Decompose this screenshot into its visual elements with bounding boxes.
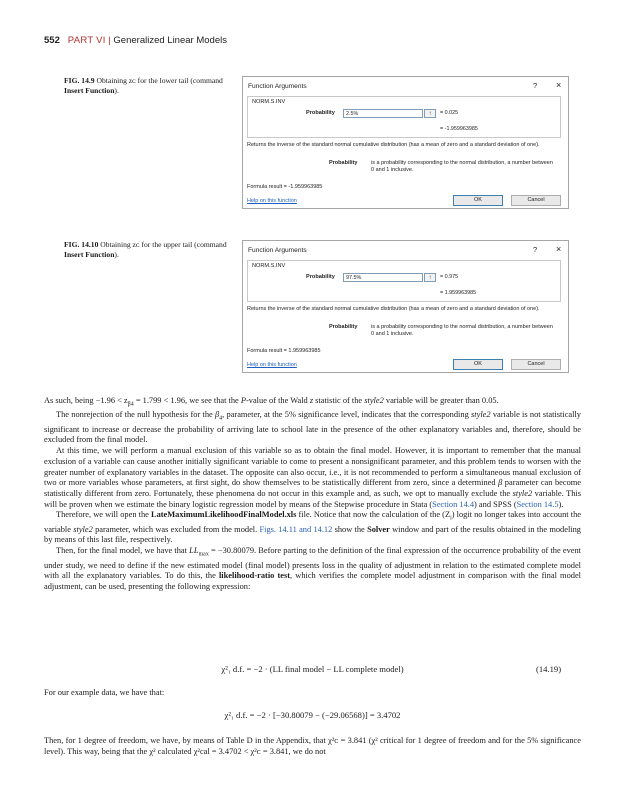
text-run: file. Notice that now the calculation of the (Z [296, 510, 451, 520]
text-run: variable. This will be proven when we estimate the binary logistic regression model by means of the Stepwise procedure in Stata ( [44, 488, 581, 509]
text-run: β [127, 401, 131, 408]
caption-text: Obtaining zᴄ for the upper tail (command [98, 240, 227, 249]
ok-button[interactable]: OK [453, 359, 503, 370]
caption-end: ). [114, 85, 119, 95]
result-evaluation: = -1.959963985 [440, 126, 478, 132]
text-run: style2 [364, 396, 384, 405]
caption-end: ). [114, 249, 119, 259]
caption-text: Obtaining zᴄ for the lower tail (command [94, 76, 223, 85]
cancel-button[interactable]: Cancel [511, 359, 561, 370]
help-icon[interactable]: ? [533, 81, 538, 90]
paragraph-2 [44, 410, 581, 446]
part-number: VI [96, 35, 106, 46]
text-run: 4 [130, 401, 134, 408]
text-run: The nonrejection of the null hypothesis for the [56, 410, 215, 420]
part-label: PART [67, 35, 94, 46]
figure-label: FIG. 14.9 [64, 76, 95, 85]
caption-command: Insert Function [64, 85, 115, 95]
running-head [44, 35, 227, 46]
text-run: β [214, 410, 220, 420]
paragraph-1 [44, 396, 581, 410]
text-run: , which verifies the complete model adjustment in comparison with the final model adjustment, can be used, presenting the following expression: [44, 571, 581, 591]
argument-evaluation: = 0.025 [440, 110, 459, 116]
text-run: ). [558, 499, 564, 509]
text-run: β [498, 478, 503, 488]
body-text [44, 396, 581, 593]
text-run: Therefore, we will open the [56, 510, 151, 520]
argument-description: is a probability corresponding to the normal distribution, a number between 0 and 1 inclusive. [371, 324, 553, 338]
paragraph-7: Then, for 1 degree of freedom, we have, by means of Table D in the Appendix, that χ²ᴄ = 3.841 (χ² critical for 1 degree of freedom and for the 5% significance level). This way, being that the χ² calculated χ²cal = 3.4702 < χ²ᴄ = 3.841, we do not [44, 736, 581, 756]
text-run: , parameter, at the 5% significance level, indicates that the corresponding [222, 410, 472, 420]
text-run: = −30.80079. Before parting to the definition of the final expression of the occurrence probability of the event under study, we need to define if the new estimated model (final model) presents loss in the quality of adjustment in relation to the estimated complete model with all the explanatory variables. To do this, the [44, 546, 582, 581]
text-run: i [450, 516, 452, 523]
function-description: Returns the inverse of the standard normal cumulative distribution (has a mean of zero and a standard deviation of one). [247, 142, 540, 148]
paragraph-5 [44, 546, 581, 592]
function-arguments-dialog-upper [242, 240, 569, 373]
text-run: 4 [219, 416, 223, 423]
text-run: P [240, 396, 246, 405]
ok-button[interactable]: OK [453, 195, 503, 206]
text-run: LL [189, 546, 199, 556]
paragraph-6: For our example data, we have that: [44, 688, 165, 697]
text-run: ) logit no longer takes into account the variable [44, 510, 581, 534]
paragraph-4 [44, 510, 581, 546]
text-run: = 1.799 < 1.96, we see that the [133, 396, 241, 405]
equation-number: (14.19) [536, 664, 562, 674]
section-link[interactable]: Section 14.4 [432, 499, 475, 509]
part-title: Generalized Linear Models [113, 35, 227, 46]
probability-label: Probability [306, 110, 335, 116]
text-run: parameter can become statistically different from zero. Fortunately, these phenomena do not occur in this example and, as such, we opt to manually exclude the [44, 478, 582, 498]
function-group-box [247, 260, 561, 302]
range-select-icon[interactable]: ↑ [424, 109, 436, 118]
result-evaluation: = 1.959963985 [440, 290, 477, 296]
dialog-title: Function Arguments [248, 83, 307, 90]
probability-input[interactable]: 2.5% [343, 109, 423, 118]
probability-label: Probability [306, 274, 335, 280]
text-run: max [198, 551, 209, 558]
text-run: variable will be greater than 0.05. [383, 396, 499, 405]
file-name: LateMaximumLikelihoodFinalModel.xls [150, 510, 297, 520]
page-number: 552 [44, 35, 60, 46]
argument-description-label: Probability [329, 160, 358, 166]
body-text-3 [44, 736, 581, 757]
function-name: NORM.S.INV [252, 263, 286, 269]
function-name: NORM.S.INV [252, 99, 286, 105]
function-description: Returns the inverse of the standard normal cumulative distribution (has a mean of zero and a standard deviation of one). [247, 306, 540, 312]
text-run: At this time, we will perform a manual exclusion of this variable so as to obtain the final model. However, it is important to remember that the manual exclusion of a variable can cause another initially significant variable to come to present a nonsignificant parameter, and this problem tends to worsen with the greater number of explanatory variables in the dataset. The opposite can also occur, i.e., it is not recommended to perform a simultaneous manual exclusion of two or more variables whose parameters, at first sight, do show themselves to be statistically different from zero, since a determined [44, 446, 581, 488]
text-run: window and part of the results obtained in the modeling by means of this last file, respectively. [44, 524, 581, 545]
argument-description: is a probability corresponding to the normal distribution, a number between 0 and 1 inclusive. [371, 160, 553, 174]
text-run: -value of the Wald [245, 396, 310, 405]
formula-result: Formula result = 1.959963985 [247, 348, 321, 354]
formula-result: Formula result = -1.959963985 [247, 184, 323, 190]
figure-label: FIG. 14.10 [64, 240, 99, 249]
text-run: style2 [512, 488, 533, 498]
text-run: parameter, which was excluded from the model. [92, 524, 260, 534]
function-group-box [247, 96, 561, 138]
function-arguments-dialog-lower [242, 76, 569, 209]
argument-evaluation: = 0.975 [440, 274, 459, 280]
body-text-2 [44, 688, 581, 699]
figure-link[interactable]: Figs. 14.11 and 14.12 [259, 524, 333, 534]
text-run: statistic of the [313, 396, 365, 405]
equation: χ²₁ d.f. = −2 · (LL final model − LL complete model) [221, 664, 404, 674]
cancel-button[interactable]: Cancel [511, 195, 561, 206]
text-run: style2 [471, 410, 491, 420]
text-run: variable is not statistically significant to increase or decrease the probability of arriving late to school late in the presence of the other explanatory variables and, therefore, should be excluded from the final model. [44, 410, 581, 445]
figure-caption-14-10 [64, 240, 234, 259]
paragraph-3 [44, 446, 581, 510]
argument-description-label: Probability [329, 324, 358, 330]
section-link[interactable]: Section 14.5 [516, 499, 559, 509]
caption-command: Insert Function [64, 249, 115, 259]
close-icon[interactable]: × [556, 244, 562, 254]
help-link[interactable]: Help on this function [247, 198, 297, 204]
text-run: style2 [73, 524, 93, 534]
dialog-title: Function Arguments [248, 247, 307, 254]
text-run: As such, being −1.96 < z [44, 396, 128, 405]
figure-caption-14-9 [64, 76, 234, 95]
probability-input[interactable]: 97.5% [343, 273, 423, 282]
text-run: z [309, 396, 314, 405]
text-run: Then, for the final model, we have that [56, 546, 190, 556]
header-separator: | [108, 35, 111, 46]
range-select-icon[interactable]: ↑ [424, 273, 436, 282]
solver-term: Solver [367, 524, 390, 534]
text-run: show the [332, 524, 368, 534]
bold-term: likelihood-ratio test [218, 571, 291, 581]
close-icon[interactable]: × [556, 80, 562, 90]
help-icon[interactable]: ? [533, 245, 538, 254]
help-link[interactable]: Help on this function [247, 362, 297, 368]
text-run: ) and SPSS ( [474, 499, 517, 509]
equation: χ²₁ d.f. = −2 · [−30.80079 − (−29.06568)] = 3.4702 [224, 710, 401, 720]
